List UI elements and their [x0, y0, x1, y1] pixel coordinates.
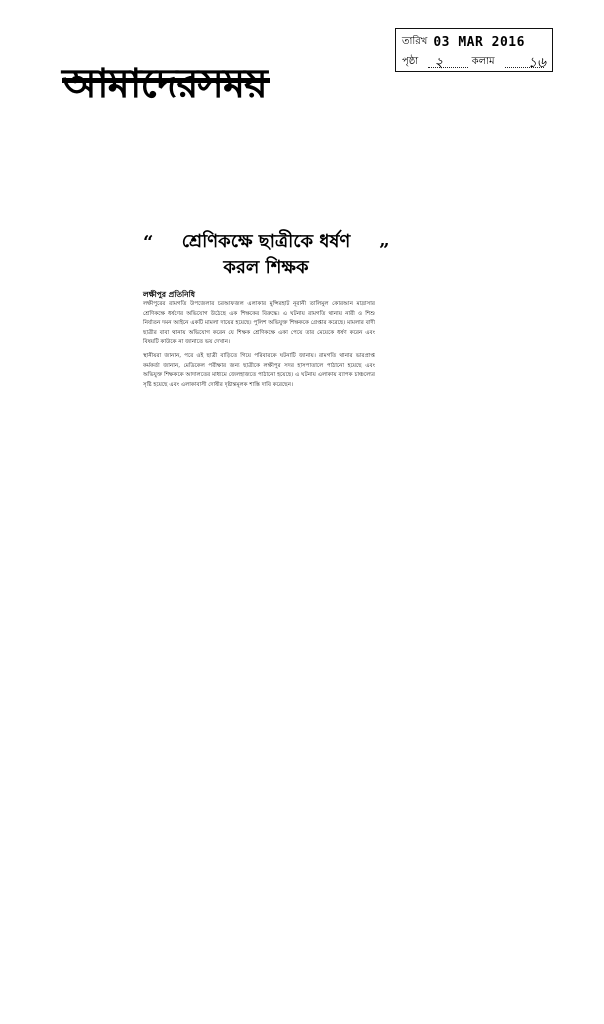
- stamp-column-label: কলাম: [471, 56, 495, 67]
- open-quote-mark: “: [143, 232, 154, 253]
- article-paragraph: স্থানীয়রা জানান, পরে ওই ছাত্রী বাড়িতে গিয়ে পরিবারকে ঘটনাটি জানায়। রামগতি থানার ভারপ্রাপ্ত কর্মকর্তা জানান, মেডিকেল পরীক্ষার জন্য ছাত্রীকে লক্ষীপুর সদর হাসপাতালে পাঠানো হয়েছে এবং অভিযুক্ত শিক্ষককে আদালতের মাধ্যমে জেলহাজতে পাঠানো হয়েছে। এ ঘটনায় এলাকায় ব্যাপক চাঞ্চল্যের সৃষ্টি হয়েছে এবং এলাকাবাসী দোষীর দৃষ্টান্তমূলক শাস্তি দাবি করেছেন।: [143, 352, 375, 388]
- article-body: [143, 300, 375, 394]
- newspaper-clipping: [143, 231, 390, 492]
- headline-line-1: শ্রেণিকক্ষে ছাত্রীকে ধর্ষণ: [181, 231, 351, 252]
- article-byline: লক্ষীপুর প্রতিনিধি: [143, 290, 195, 299]
- article-paragraph: লক্ষীপুরের রামগতি উপজেলার চরআফজল এলাকার মুন্সিরহাট নূরানী তালিমুল কোরআন মাদ্রাসার শ্রেণিকক্ষে ধর্ষণের অভিযোগ উঠেছে এক শিক্ষকের বিরুদ্ধে। এ ঘটনায় রামগতি থানায় নারী ও শিশু নির্যাতন দমন আইনে একটি মামলা দায়ের হয়েছে। পুলিশ অভিযুক্ত শিক্ষককে গ্রেপ্তার করেছে। মামলার বাদী ছাত্রীর বাবা থানায় অভিযোগ করেন যে শিক্ষক শ্রেণিকক্ষে একা পেয়ে তার মেয়েকে ধর্ষণ করেন এবং বিষয়টি কাউকে না জানাতে ভয় দেখান।: [143, 301, 375, 346]
- stamp-page-row: [402, 54, 548, 71]
- article-headline: [153, 232, 379, 278]
- stamp-column-handwritten: ১৬: [527, 55, 547, 71]
- stamp-column-line: [505, 55, 547, 71]
- newspaper-masthead: আমাদেরসময়: [62, 61, 267, 107]
- date-stamp: [395, 28, 553, 72]
- stamp-page-handwritten: ২: [434, 55, 444, 71]
- stamp-date: 03 MAR 2016: [433, 35, 525, 50]
- headline-line-2: করল শিক্ষক: [223, 256, 309, 278]
- stamp-page-line: [428, 55, 467, 71]
- stamp-page-label: পৃষ্ঠা: [402, 56, 419, 67]
- stamp-date-row: [402, 34, 548, 51]
- stamp-date-label: তারিখ: [402, 36, 428, 47]
- close-quote-mark: ”: [379, 240, 390, 261]
